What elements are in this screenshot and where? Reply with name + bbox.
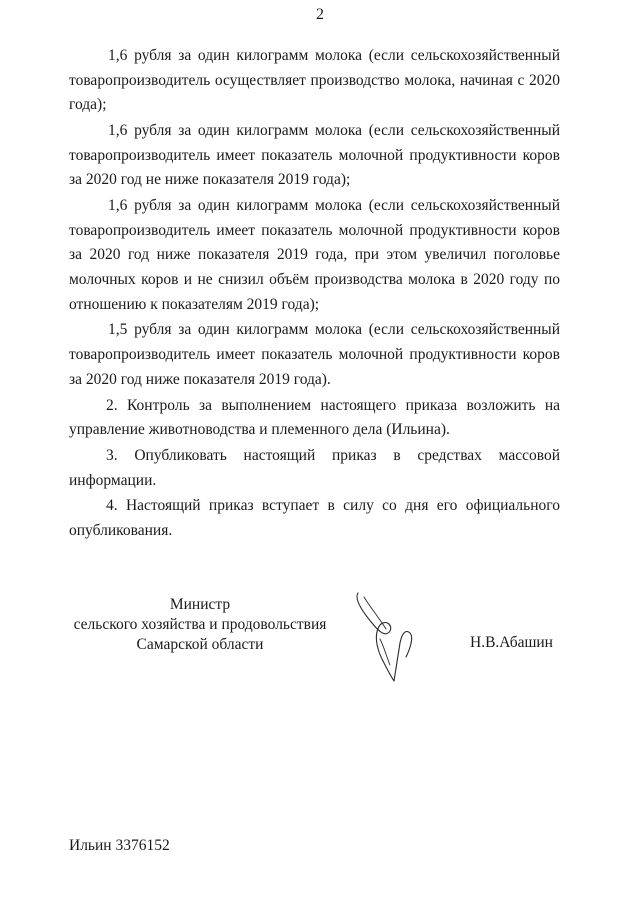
executor-note: Ильин 3376152 <box>69 837 170 854</box>
signer-name: Н.В.Абашин <box>470 634 553 651</box>
signer-title <box>72 595 328 655</box>
signature-block <box>0 595 640 685</box>
page-number: 2 <box>316 6 324 23</box>
rate-item-4: 1,5 рубля за один килограмм молока (если сельскохозяйственный товаропроизводитель имеет показатель молочной продуктивности коров за 2020 год ниже показателя 2019 года). <box>69 321 560 388</box>
signer-title-line: Министр <box>169 596 231 613</box>
signer-title-line: сельского хозяйства и продовольствия <box>73 616 327 633</box>
document-body <box>69 44 560 545</box>
rate-item-2: 1,6 рубля за один килограмм молока (если сельскохозяйственный товаропроизводитель имеет показатель молочной продуктивности коров за 2020 год не ниже показателя 2019 года); <box>69 122 560 189</box>
clause-3: 3. Опубликовать настоящий приказ в средствах массовой информации. <box>69 446 560 489</box>
signer-title-line: Самарской области <box>136 636 264 653</box>
clause-2: 2. Контроль за выполнением настоящего приказа возложить на управление животноводства и племенного дела (Ильина). <box>69 396 560 439</box>
clause-4: 4. Настоящий приказ вступает в силу со дня его официального опубликования. <box>69 497 560 540</box>
handwritten-signature <box>350 589 420 685</box>
rate-item-1: 1,6 рубля за один килограмм молока (если сельскохозяйственный товаропроизводитель осуществляет производство молока, начиная с 2020 года); <box>69 47 560 114</box>
rate-item-3: 1,6 рубля за один килограмм молока (если сельскохозяйственный товаропроизводитель имеет показатель молочной продуктивности коров за 2020 год ниже показателя 2019 года, при этом увеличил поголовье молочных коров и не снизил объём производства молока в 2020 году по отношению к показателям 2019 года); <box>69 197 560 313</box>
